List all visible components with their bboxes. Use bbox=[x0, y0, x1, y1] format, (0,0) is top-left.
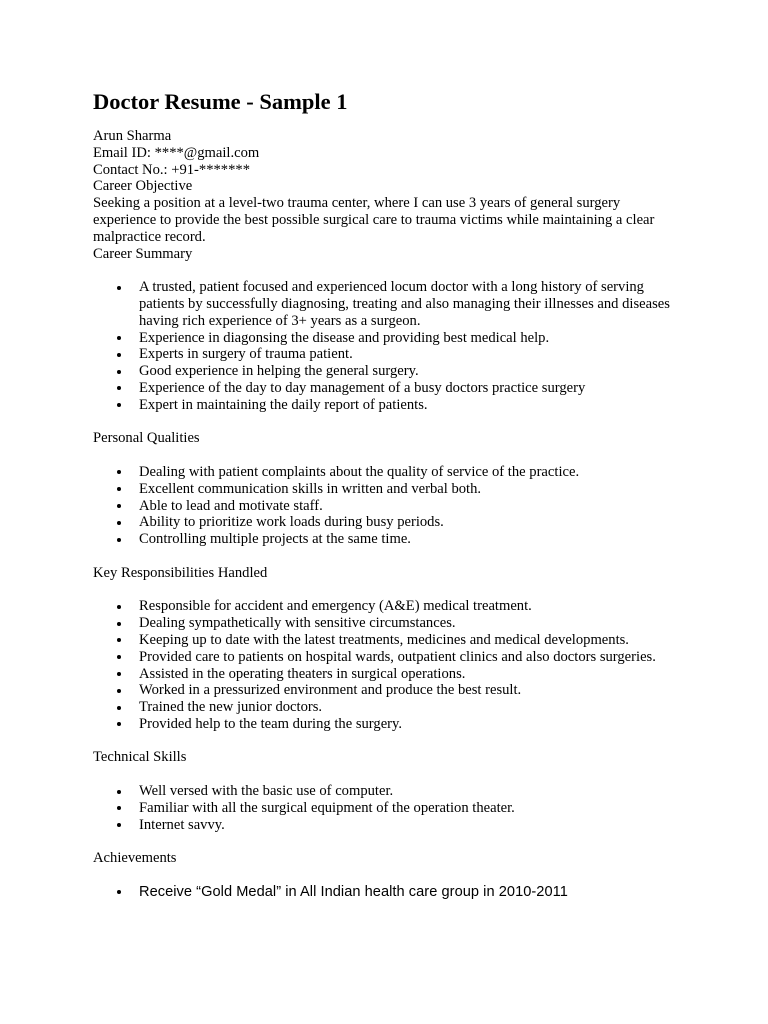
list-item-text: Provided help to the team during the surgery. bbox=[139, 715, 403, 732]
list-item-text: Trained the new junior doctors. bbox=[139, 699, 323, 716]
list-item-text: Experience of the day to day management of a busy doctors practice surgery bbox=[139, 379, 586, 396]
list-item-text: Keeping up to date with the latest treatments, medicines and medical developments. bbox=[139, 631, 629, 648]
career-objective-heading: Career Objective bbox=[93, 178, 193, 195]
bullet-icon bbox=[117, 823, 121, 827]
list-item-text: Expert in maintaining the daily report of patients. bbox=[139, 396, 428, 413]
list-item bbox=[93, 783, 684, 800]
list-item bbox=[93, 464, 684, 481]
bullet-icon bbox=[117, 538, 121, 542]
list-item-text: Experience in diagonsing the disease and providing best medical help. bbox=[139, 329, 550, 346]
bullet-icon bbox=[117, 386, 121, 390]
list-item-text: Ability to prioritize work loads during busy periods. bbox=[139, 514, 444, 531]
list-item-text: Experts in surgery of trauma patient. bbox=[139, 346, 353, 363]
list-item bbox=[93, 615, 684, 632]
bullet-icon bbox=[117, 353, 121, 357]
key-responsibilities-heading: Key Responsibilities Handled bbox=[93, 564, 268, 581]
list-item bbox=[93, 397, 684, 414]
list-item-text: Assisted in the operating theaters in surgical operations. bbox=[139, 665, 466, 682]
list-item-text: Receive “Gold Medal” in All Indian health care group in 2010-2011 bbox=[139, 883, 568, 900]
list-item-text: Controlling multiple projects at the same time. bbox=[139, 531, 411, 548]
list-item-text: Able to lead and motivate staff. bbox=[139, 497, 323, 514]
bullet-icon bbox=[117, 790, 121, 794]
bullet-icon bbox=[117, 336, 121, 340]
email-line: Email ID: ****@gmail.com bbox=[93, 144, 260, 161]
bullet-icon bbox=[117, 605, 121, 609]
list-item-text: Dealing with patient complaints about the quality of service of the practice. bbox=[139, 463, 580, 480]
personal-qualities-heading: Personal Qualities bbox=[93, 430, 200, 447]
bullet-icon bbox=[117, 689, 121, 693]
list-item-text: Responsible for accident and emergency (A&E) medical treatment. bbox=[139, 598, 532, 615]
list-item-text: Provided care to patients on hospital wards, outpatient clinics and also doctors surgeries. bbox=[139, 648, 656, 665]
list-item bbox=[93, 279, 684, 329]
bullet-icon bbox=[117, 622, 121, 626]
list-item-text: Excellent communication skills in written and verbal both. bbox=[139, 480, 482, 497]
achievements-list bbox=[93, 884, 693, 901]
list-item bbox=[93, 884, 684, 901]
list-item-text: A trusted, patient focused and experienced locum doctor with a long history of serving patients by successfully diagnosing, treating and also managing their illnesses and diseases having rich experience of 3+ years as a surgeon. bbox=[139, 279, 670, 329]
list-item bbox=[93, 363, 684, 380]
bullet-icon bbox=[117, 470, 121, 474]
bullet-icon bbox=[117, 504, 121, 508]
bullet-icon bbox=[117, 706, 121, 710]
list-item bbox=[93, 699, 684, 716]
list-item bbox=[93, 380, 684, 397]
career-summary-list bbox=[93, 279, 693, 413]
bullet-icon bbox=[117, 672, 121, 676]
bullet-icon bbox=[117, 722, 121, 726]
list-item bbox=[93, 346, 684, 363]
bullet-icon bbox=[117, 638, 121, 642]
list-item bbox=[93, 498, 684, 515]
personal-qualities-list bbox=[93, 464, 693, 548]
list-item bbox=[93, 649, 684, 666]
bullet-icon bbox=[117, 655, 121, 659]
bullet-icon bbox=[117, 370, 121, 374]
key-responsibilities-list bbox=[93, 598, 693, 732]
list-item bbox=[93, 716, 684, 733]
list-item bbox=[93, 666, 684, 683]
bullet-icon bbox=[117, 521, 121, 525]
bullet-icon bbox=[117, 806, 121, 810]
bullet-icon bbox=[117, 403, 121, 407]
list-item bbox=[93, 800, 684, 817]
list-item-text: Worked in a pressurized environment and produce the best result. bbox=[139, 682, 522, 699]
list-item-text: Good experience in helping the general surgery. bbox=[139, 363, 419, 380]
candidate-name: Arun Sharma bbox=[93, 128, 172, 144]
career-objective-text: Seeking a position at a level-two trauma center, where I can use 3 years of general surgery experience to provide the best possible surgical care to trauma victims while maintaining a clear malpractice record. bbox=[93, 195, 655, 245]
bullet-icon bbox=[117, 286, 121, 290]
list-item bbox=[93, 514, 684, 531]
list-item bbox=[93, 598, 684, 615]
technical-skills-heading: Technical Skills bbox=[93, 749, 187, 766]
list-item-text: Internet savvy. bbox=[139, 816, 225, 833]
list-item bbox=[93, 481, 684, 498]
resume-body bbox=[93, 128, 693, 901]
list-item-text: Dealing sympathetically with sensitive circumstances. bbox=[139, 615, 456, 632]
list-item bbox=[93, 632, 684, 649]
technical-skills-list bbox=[93, 783, 693, 833]
list-item bbox=[93, 682, 684, 699]
list-item bbox=[93, 817, 684, 834]
bullet-icon bbox=[117, 487, 121, 491]
list-item bbox=[93, 330, 684, 347]
list-item-text: Well versed with the basic use of computer. bbox=[139, 783, 394, 800]
bullet-icon bbox=[117, 890, 121, 894]
achievements-heading: Achievements bbox=[93, 850, 177, 867]
contact-line: Contact No.: +91-******* bbox=[93, 161, 250, 178]
list-item bbox=[93, 531, 684, 548]
career-summary-heading: Career Summary bbox=[93, 245, 193, 262]
list-item-text: Familiar with all the surgical equipment of the operation theater. bbox=[139, 799, 515, 816]
page-title: Doctor Resume - Sample 1 bbox=[93, 89, 348, 114]
